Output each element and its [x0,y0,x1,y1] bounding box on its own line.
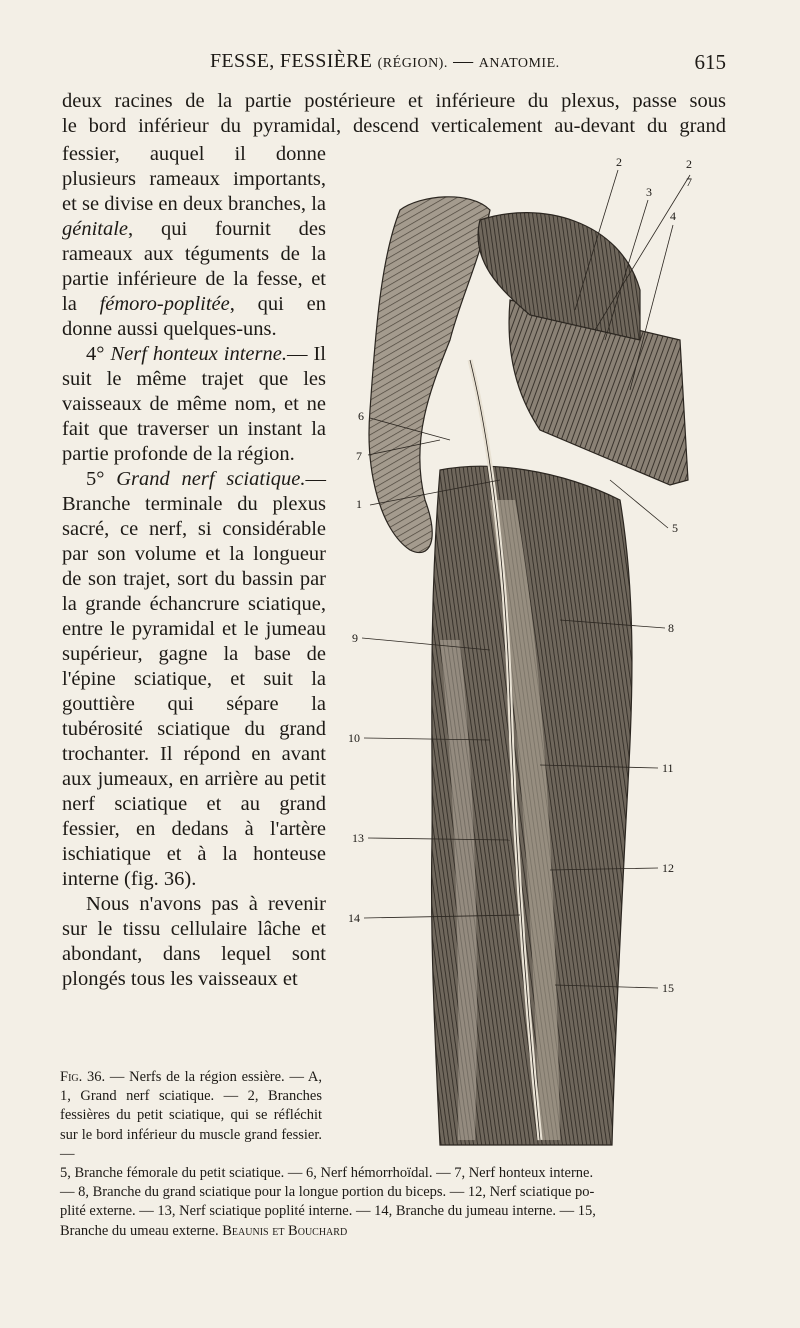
upper-muscle-mass [478,213,640,340]
running-title: FESSE, FESSIÈRE (RÉGION). — ANATOMIE. [210,50,560,72]
text-column [62,142,326,992]
figure-label: 15 [662,981,674,995]
caption-line: — 8, Branche du grand sciatique pour la longue portion du biceps. — 12, Nerf sciatique po- [60,1184,595,1201]
page-number: 615 [694,50,726,74]
body-line: deux racines de la partie postérieure et inférieure du plexus, passe sous [62,90,726,112]
figure-label: 11 [662,761,674,775]
figure-label: 1 [356,497,362,511]
caption-narrow-block: Fig. 36. — Nerfs de la région essière. — A, 1, Grand nerf sciatique. — 2, Branches fessières du petit sciatique, qui se réfléchit sur le bord inférieur du muscle grand fessier.— [60,1069,323,1162]
figure-label: 9 [352,631,358,645]
figure-label: 4 [670,209,676,223]
figure-label: 14 [348,911,360,925]
caption-line: 5, Branche fémorale du petit sciatique. — 6, Nerf hémorrhoïdal. — 7, Nerf honteux interne. [60,1165,594,1182]
paragraph: 5° Grand nerf sciatique.— Branche terminale du plexus sacré, ce nerf, si considérable par son volume et la longueur de son trajet, sort du bassin par la grande échancrure sciatique, entre le pyramidal et le jumeau supérieur, gagne la base de l'épine sciatique, et suit la gouttière qui sépare la tubérosité sciatique du grand trochanter. Il répond en avant aux jumeaux, en arrière au petit nerf sciatique et au grand fessier, en dedans à l'artère ischiatique et à la honteuse interne (fig. 36). [62,468,326,890]
figure-label: 3 [646,185,652,199]
caption-line: Branche du umeau externe. Beaunis et Bouchard [60,1222,348,1239]
full-width-text [62,89,726,139]
paragraph: fessier, auquel il donne plusieurs rameaux importants, et se divise en deux branches, la génitale, qui fournit des rameaux aux téguments de la partie inférieure de la fesse, et la fémoro-poplitée, qui en donne aussi quelques-uns. [62,143,326,340]
figure-label: 10 [348,731,360,745]
body-line: le bord inférieur du pyramidal, descend verticalement au-devant du grand [62,115,726,137]
caption-authors: Beaunis et Bouchard [222,1222,348,1239]
figure-label: 6 [358,409,364,423]
figure-label: 12 [662,861,674,875]
paragraph: 4° Nerf honteux interne.— Il suit le même trajet que les vaisseaux de même nom, et ne fait que traverser un instant la partie profonde de la région. [62,343,327,465]
anatomical-figure [340,140,720,1150]
figure-label: 8 [668,621,674,635]
figure-label: 13 [352,831,364,845]
figure-label: 2 [686,157,692,171]
figure-label: 2 [616,155,622,169]
paragraph: Nous n'avons pas à revenir sur le tissu cellulaire lâche et abondant, dans lequel sont plongés tous les vaisseaux et [62,893,326,990]
caption-line: plité externe. — 13, Nerf sciatique poplité interne. — 14, Branche du jumeau interne. — 15, [60,1203,596,1220]
caption-fig-label: Fig. 36. [60,1069,106,1085]
running-header [60,50,726,80]
figure-label: 7 [686,175,692,189]
figure-label: 5 [672,521,678,535]
figure-caption [60,1068,728,1241]
figure-label: 7 [356,449,362,463]
